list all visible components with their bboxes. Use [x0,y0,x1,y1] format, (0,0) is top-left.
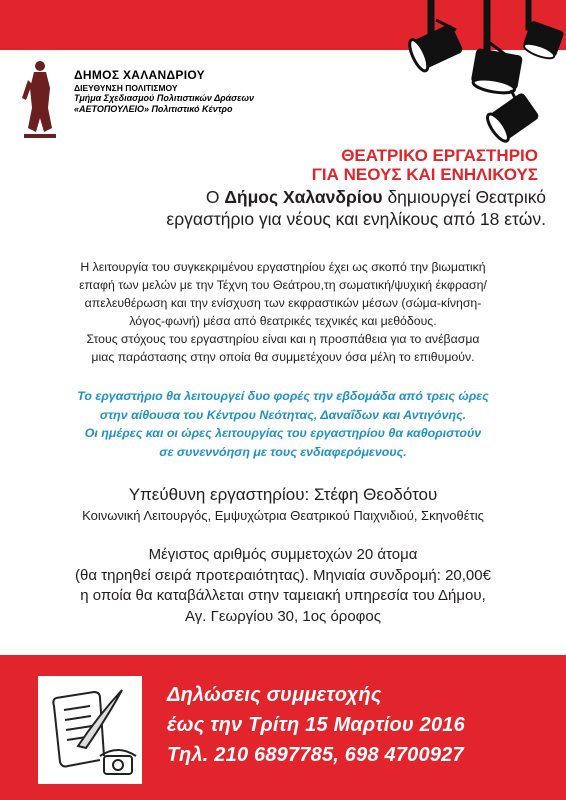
statue-logo-icon [14,58,66,138]
description-text [14,258,552,366]
schedule-text [10,387,556,461]
limits-line: (θα τηρηθεί σειρά προτεραιότητας). Μηνιαία συνδρομή: 20,00€ [75,566,491,584]
municipality-header [14,58,344,138]
footer-illustration [38,676,142,784]
directorate-name: ΔΙΕΥΘΥΝΣΗ ΠΟΛΙΤΙΣΜΟΥ [74,82,178,93]
intro-line-1 [20,186,546,208]
footer-band [0,655,566,800]
poster-title [312,146,538,184]
responsible-roles: Κοινωνική Λειτουργός, Εμψυχώτρια Θεατρικού Παιχνιδιού, Σκηνοθέτις [82,508,484,523]
intro-bold: Δήμος Χαλανδρίου [224,187,383,207]
intro-line-2: εργαστήριο για νέους και ενηλίκους από 18 ετών. [166,209,546,229]
description-line: επαφή των μελών με την Τέχνη του Θεάτρου,τη σωματική/ψυχική έκφραση/ [79,278,487,292]
registration-deadline: έως την Τρίτη 15 Μαρτίου 2016 [167,714,465,736]
schedule-line: στην αίθουσα του Κέντρου Νεότητας, Δαναΐδων και Αντιγόνης. [99,407,467,422]
municipality-name: ΔΗΜΟΣ ΧΑΛΑΝΔΡΙΟΥ [74,68,205,82]
department-name: Τμήμα Σχεδιασμού Πολιτιστικών Δράσεων [74,92,254,103]
responsible-name: Υπεύθυνη εργαστηρίου: Στέφη Θεοδότου [128,485,438,504]
description-line: Η λειτουργία του συγκεκριμένου εργαστηρίου έχει ως σκοπό την βιωματική [80,260,486,274]
limits-line: Μέγιστος αριθμός συμμετοχών 20 άτομα [148,546,418,563]
registration-info [167,680,465,770]
registration-phone: Τηλ. 210 6897785, 698 4700927 [167,744,464,766]
limits-line: Αγ. Γεωργίου 30, 1ος όροφος [185,607,381,625]
intro-prefix: Ο [205,187,225,207]
description-line: απελευθέρωση και την ενίσχυση των εκφραστικών μέσων (σώμα-κίνηση- [84,296,482,310]
schedule-line: σε συνεννόηση με τους ενδιαφερόμενους. [159,444,407,459]
intro-suffix: δημιουργεί Θεατρικό [382,187,546,207]
title-line-2: ΓΙΑ ΝΕΟΥΣ ΚΑΙ ΕΝΗΛΙΚΟΥΣ [311,165,538,184]
telephone-icon [100,750,136,774]
description-line: μιας παράστασης στην οποία θα συμμετέχουν όσα μέλη το επιθυμούν. [91,350,475,364]
organization-text [74,68,254,115]
registration-title: Δηλώσεις συμμετοχής [167,684,382,706]
title-line-1: ΘΕΑΤΡΙΚΟ ΕΡΓΑΣΤΗΡΙΟ [341,146,538,165]
quill-letter-icon [38,676,142,784]
description-line: Στους στόχους του εργαστηρίου είναι και η προσπάθεια για το ανέβασμα [86,332,480,346]
responsible-section [10,484,556,526]
schedule-line: Οι ημέρες και οι ώρες λειτουργίας του εργαστηρίου θα καθοριστούν [84,426,482,440]
center-name: «ΑΕΤΟΠΟΥΛΕΙΟ» Πολιτιστικό Κέντρο [74,103,233,114]
stage-lights-icon [376,0,566,150]
schedule-line: Το εργαστήριο θα λειτουργεί δυο φορές την εβδομάδα από τρεις ώρες [77,389,489,403]
intro-text [20,186,546,230]
description-line: λόγος-φωνή) μέσα από θεατρικές τεχνικές και μεθόδους. [129,314,437,328]
participation-info [10,545,556,627]
limits-line: η οποία θα καταβάλλεται στην ταμειακή υπηρεσία του Δήμου, [80,587,486,604]
